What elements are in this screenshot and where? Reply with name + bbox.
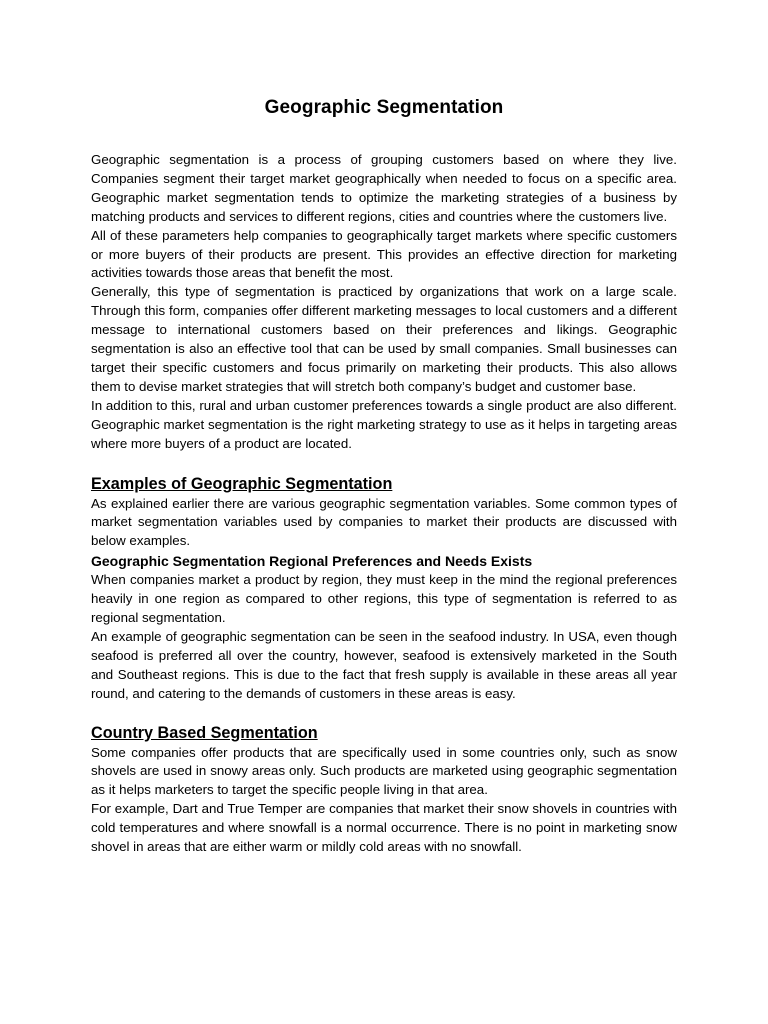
country-paragraph: Some companies offer products that are specifically used in some countries only, such as snow shovels are used in snowy areas only. Such products are marketed using geographic segmentation as it helps marketers to target the specific people living in that area.	[91, 744, 677, 798]
intro-paragraph: Geographic segmentation is a process of grouping customers based on where they live. Companies segment their target market geographically when needed to focus on a specific area. Geographic market segmentation tends to optimize the marketing strategies of a business by matching products and services to different regions, cities and countries where the customers live.	[91, 152, 677, 224]
country-paragraph: For example, Dart and True Temper are companies that market their snow shovels in countries with cold temperatures and where snowfall is a normal occurrence. There is no point in marketing snow shovel in areas that are either warm or mildly cold areas with no snowfall.	[91, 801, 677, 855]
regional-paragraph: When companies market a product by region, they must keep in the mind the regional preferences heavily in one region as compared to other regions, this type of segmentation is referred to as regional segmentation.	[91, 572, 677, 626]
intro-paragraph: Generally, this type of segmentation is practiced by organizations that work on a large scale. Through this form, companies offer different marketing messages to local customers and a different message to international customers based on their preferences and likings. Geographic segmentation is also an effective tool that can be used by small companies. Small businesses can target their specific customers and focus primarily on marketing their products. This also allows them to devise market strategies that will stretch both company’s budget and customer base.	[91, 284, 677, 394]
regional-paragraph: An example of geographic segmentation can be seen in the seafood industry. In USA, even though seafood is preferred all over the country, however, seafood is extensively marketed in the South and Southeast regions. This is due to the fact that fresh supply is available in these areas all year round, and catering to the demands of customers in these areas is easy.	[91, 628, 677, 701]
intro-paragraph: All of these parameters help companies to geographically target markets where specific customers or more buyers of their products are present. This provides an effective direction for marketing activities towards those areas that benefit the most.	[91, 227, 677, 281]
examples-heading: Examples of Geographic Segmentation	[91, 474, 393, 493]
intro-paragraph: In addition to this, rural and urban customer preferences towards a single product are also different. Geographic market segmentation is the right marketing strategy to use as it helps in targeting areas where more buyers of a product are located.	[91, 397, 677, 451]
document-body	[91, 96, 677, 857]
examples-intro-paragraph: As explained earlier there are various geographic segmentation variables. Some common types of market segmentation variables used by companies to market their products are discussed with below examples.	[91, 495, 677, 549]
country-heading: Country Based Segmentation	[91, 723, 318, 742]
regional-preferences-subheading: Geographic Segmentation Regional Preferences and Needs Exists	[91, 553, 533, 570]
document-title: Geographic Segmentation	[264, 97, 504, 118]
